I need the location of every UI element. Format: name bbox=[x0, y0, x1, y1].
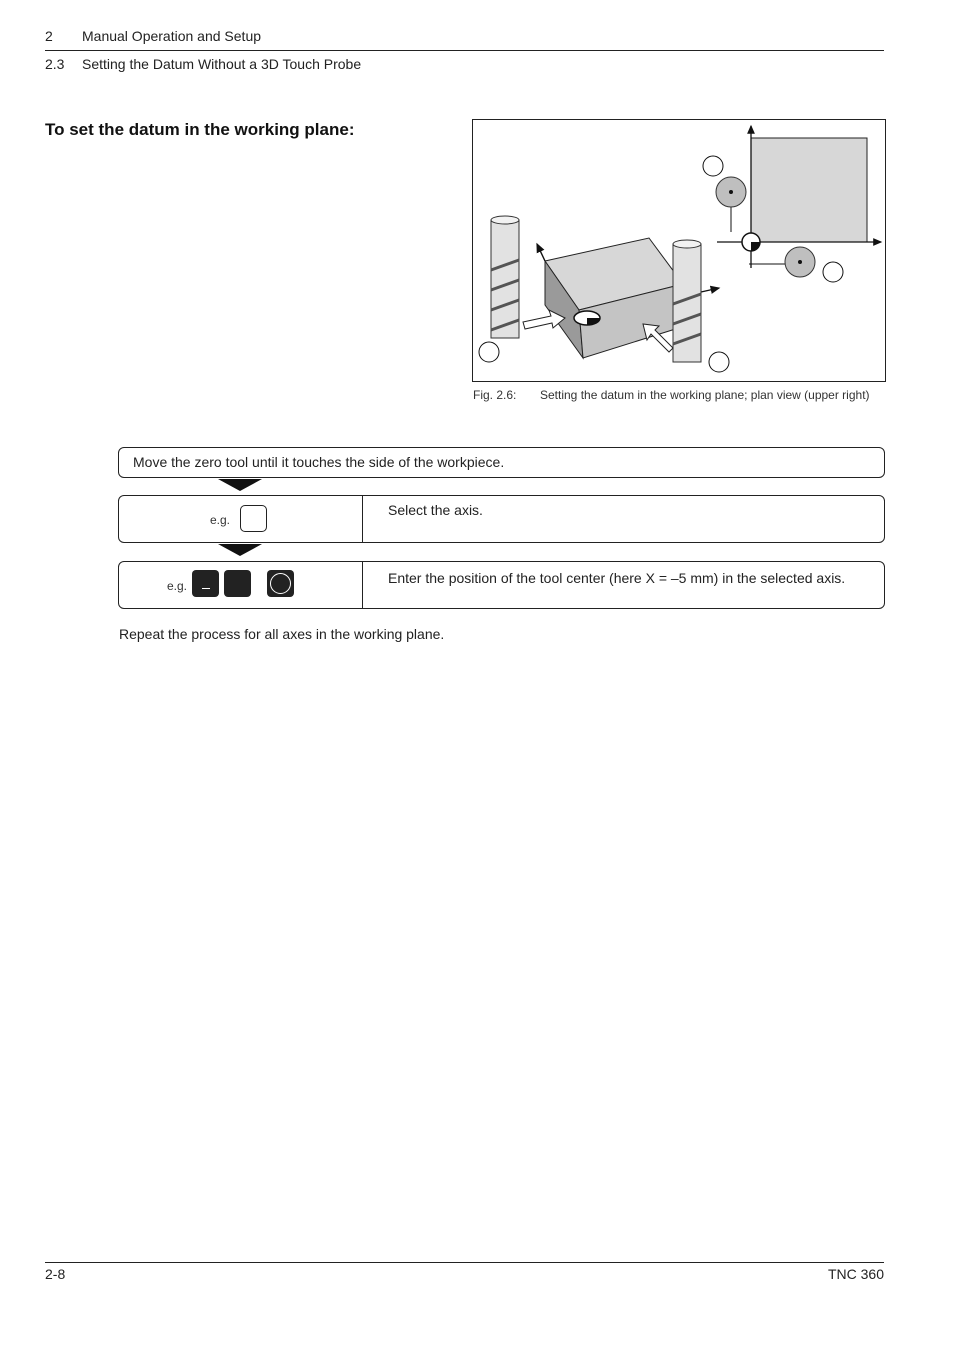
step-1-text: Move the zero tool until it touches the side of the workpiece. bbox=[133, 454, 505, 470]
step-box-2 bbox=[118, 495, 885, 543]
step-box-3 bbox=[118, 561, 885, 609]
step-divider bbox=[362, 496, 363, 542]
header-rule bbox=[45, 50, 884, 51]
datum-illustration bbox=[473, 120, 885, 381]
footer-rule bbox=[45, 1262, 884, 1263]
enter-circle-icon bbox=[270, 573, 291, 594]
page-heading: To set the datum in the working plane: bbox=[45, 120, 355, 139]
chapter-title: Manual Operation and Setup bbox=[82, 28, 262, 44]
step-2-text: Select the axis. bbox=[388, 502, 483, 518]
minus-key[interactable] bbox=[192, 570, 219, 597]
step-3-text: Enter the position of the tool center (here X = –5 mm) in the selected axis. bbox=[388, 570, 846, 586]
axis-key[interactable] bbox=[240, 505, 267, 532]
minus-icon bbox=[202, 588, 210, 589]
number-key[interactable] bbox=[224, 570, 251, 597]
section-number: 2.3 bbox=[45, 56, 65, 72]
enter-key[interactable] bbox=[267, 570, 294, 597]
page-number: 2-8 bbox=[45, 1266, 66, 1282]
repeat-note: Repeat the process for all axes in the working plane. bbox=[119, 626, 445, 642]
step-divider bbox=[362, 562, 363, 608]
chapter-number: 2 bbox=[45, 28, 53, 44]
eg-label: e.g. bbox=[210, 513, 231, 527]
step-arrow-2 bbox=[218, 544, 262, 556]
section-title: Setting the Datum Without a 3D Touch Probe bbox=[82, 56, 362, 72]
figure-caption-label: Fig. 2.6: bbox=[473, 388, 517, 402]
step-box-1 bbox=[118, 447, 885, 478]
figure-frame bbox=[472, 119, 886, 382]
step-arrow-1 bbox=[218, 479, 262, 491]
product-name: TNC 360 bbox=[827, 1266, 884, 1282]
eg-label: e.g. bbox=[167, 579, 188, 593]
figure-caption-text: Setting the datum in the working plane; plan view (upper right) bbox=[540, 388, 870, 402]
